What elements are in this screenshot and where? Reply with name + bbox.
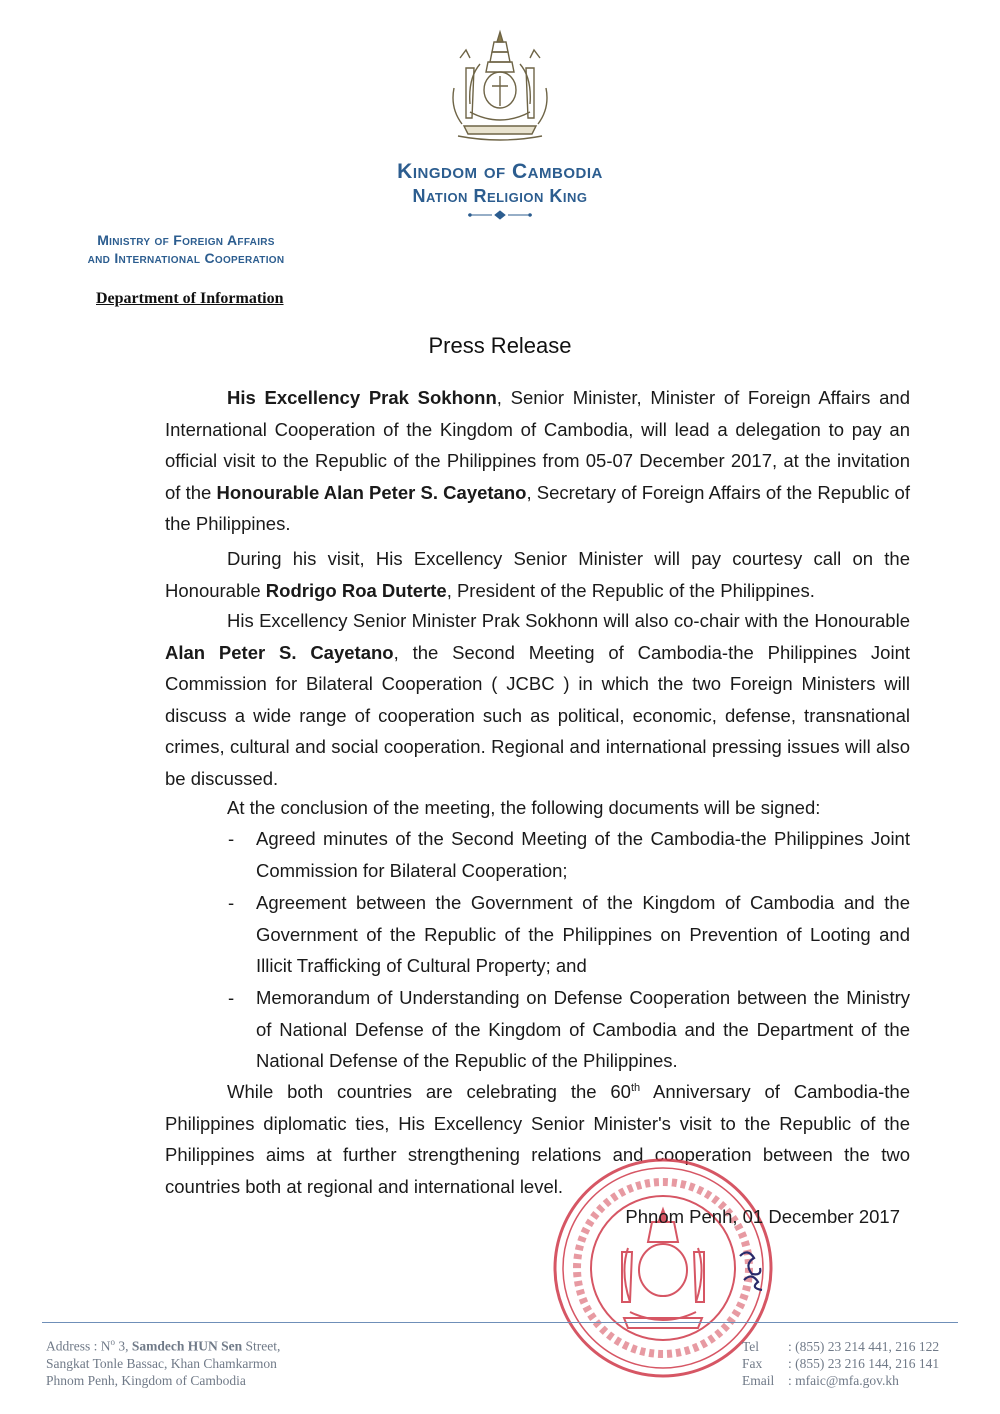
fax-line [742, 1355, 972, 1372]
president-name: Rodrigo Roa Duterte [265, 579, 447, 601]
co-chair-name: Alan Peter S. Cayetano [165, 641, 394, 663]
paragraph-5-text-a: While both countries are celebrating the 60 [227, 1081, 631, 1102]
paragraph-5 [165, 1076, 910, 1202]
paragraph-4: At the conclusion of the meeting, the following documents will be signed: [227, 797, 821, 818]
paragraph-2 [165, 543, 910, 606]
paragraph-2-text-a: During his visit, His Excellency Senior Minister will pay courtesy call on the Honourable [165, 548, 910, 601]
paragraph-1-text-a: , Senior Minister, Minister of Foreign Affairs and International Cooperation of the Kingdom of Cambodia, will lead a delegation to pay an official visit to the Republic of the Philippines from 05-07 December 2017, at the invitation of the [165, 387, 910, 503]
bullet-dash: - [228, 828, 235, 849]
ministry-name-line1: Ministry of Foreign Affairs [97, 232, 275, 248]
kingdom-motto: Nation Religion King [412, 186, 588, 206]
address-line-1 [46, 1334, 446, 1355]
address-number: 3, [115, 1338, 132, 1354]
footer-contacts [742, 1338, 972, 1389]
phone-value: : (855) 23 214 441, 216 122 [788, 1339, 940, 1354]
fax-label: Fax [742, 1356, 763, 1371]
document-title: Press Release [428, 333, 572, 358]
list-item [228, 887, 910, 982]
paragraph-1-text-b: , Secretary of Foreign Affairs of the Republic of the Philippines. [165, 481, 910, 534]
address-line-3: Phnom Penh, Kingdom of Cambodia [46, 1372, 246, 1388]
kingdom-title: Kingdom of Cambodia [397, 160, 603, 183]
phone-line [742, 1338, 972, 1355]
phone-label: Tel [742, 1339, 760, 1354]
paragraph-3 [165, 605, 910, 794]
paragraph-2-text-b: , President of the Republic of the Philippines. [446, 579, 815, 601]
place-and-date: Phnom Penh, 01 December 2017 [625, 1206, 900, 1227]
secretary-name: Honourable Alan Peter S. Cayetano [216, 481, 527, 503]
minister-name: His Excellency Prak Sokhonn [227, 387, 497, 408]
email-label: Email [742, 1373, 775, 1388]
email-line [742, 1372, 972, 1389]
email-value: : mfaic@mfa.gov.kh [788, 1373, 899, 1388]
street-name: Samdech HUN Sen [131, 1338, 243, 1354]
list-item [228, 823, 910, 886]
bullet-dash: - [228, 892, 235, 913]
fax-value: : (855) 23 216 144, 216 141 [788, 1356, 940, 1371]
footer-address [46, 1334, 446, 1389]
department-heading: Department of Information [96, 290, 284, 307]
list-item-text: Agreement between the Government of the Kingdom of Cambodia and the Government of the Republic of the Philippines on Prevention of Looting and Illicit Trafficking of Cultural Property; and [256, 892, 910, 976]
number-sign-superscript: o [110, 1337, 115, 1347]
list-item-text: Memorandum of Understanding on Defense Cooperation between the Ministry of National Defense of the Kingdom of Cambodia and the Department of the National Defense of the Republic of the Philippines. [256, 987, 910, 1071]
address-label: Address : N [46, 1338, 111, 1354]
street-suffix: Street, [242, 1338, 281, 1354]
list-item-text: Agreed minutes of the Second Meeting of the Cambodia-the Philippines Joint Commission for Bilateral Cooperation; [256, 828, 910, 881]
ornament-divider-icon [466, 210, 534, 220]
ministry-name-line2: and International Cooperation [87, 250, 285, 266]
address-line-2: Sangkat Tonle Bassac, Khan Chamkarmon [46, 1355, 277, 1371]
list-item [228, 982, 910, 1077]
paragraph-3-text-b: , the Second Meeting of Cambodia-the Philippines Joint Commission for Bilateral Cooperation ( JCBC ) in which the two Foreign Ministers will discuss a wide range of cooperation such as political, economic, defense, transnational crimes, cultural and social cooperation. Regional and international pressing issues will also be discussed. [165, 641, 910, 789]
footer-divider [42, 1322, 958, 1323]
bullet-dash: - [228, 987, 235, 1008]
royal-coat-of-arms-icon [440, 28, 560, 143]
ordinal-superscript: th [630, 1081, 641, 1094]
paragraph-5-text-b: Anniversary of Cambodia-the Philippines diplomatic ties, His Excellency Senior Minister's visit to the Republic of the Philippines aims at further strengthening relations and cooperation between the two countries both at regional and international level. [165, 1081, 910, 1197]
paragraph-3-text-a: His Excellency Senior Minister Prak Sokhonn will also co-chair with the Honourable [227, 610, 910, 631]
paragraph-1 [165, 382, 910, 540]
